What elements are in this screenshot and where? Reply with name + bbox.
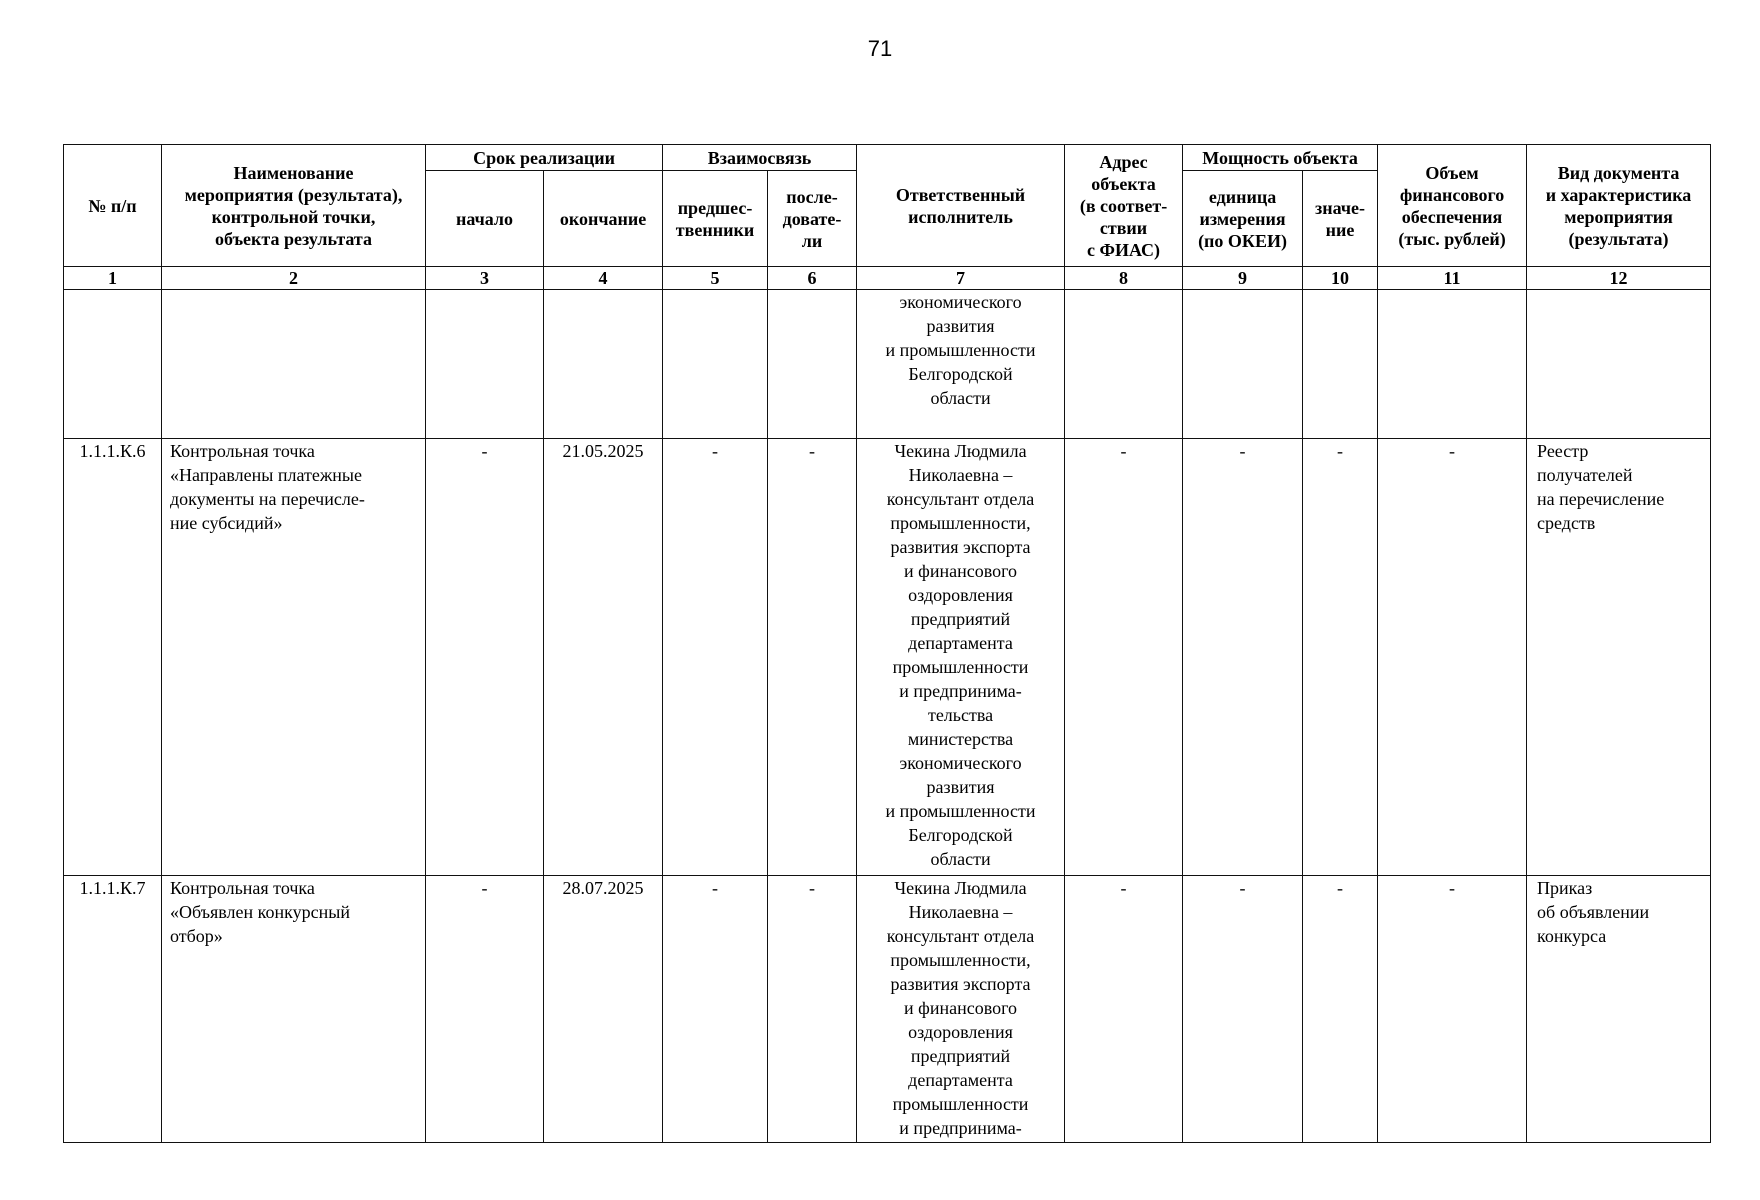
column-number: 5 <box>663 267 768 290</box>
cell-predecessors: - <box>663 439 768 876</box>
cell-end: 21.05.2025 <box>544 439 663 876</box>
header-period: Срок реализации <box>426 145 663 171</box>
cell-num <box>64 290 162 439</box>
header-address: Адрес объекта (в соответ- ствии с ФИАС) <box>1065 145 1183 267</box>
table-row <box>64 439 1711 876</box>
column-number: 4 <box>544 267 663 290</box>
column-number: 8 <box>1065 267 1183 290</box>
cell-value <box>1303 290 1378 439</box>
column-number: 2 <box>162 267 426 290</box>
cell-responsible: Чекина Людмила Николаевна – консультант отдела промышленности, развития экспорта и финансового оздоровления предприятий департамента промышленности и предпринима- <box>857 876 1065 1143</box>
column-number: 12 <box>1527 267 1711 290</box>
cell-value: - <box>1303 876 1378 1143</box>
column-number: 7 <box>857 267 1065 290</box>
cell-num: 1.1.1.К.6 <box>64 439 162 876</box>
table-row <box>64 876 1711 1143</box>
cell-unit <box>1183 290 1303 439</box>
header-predecessors: предшес- твенники <box>663 171 768 267</box>
cell-document: Реестр получателей на перечисление средств <box>1527 439 1711 876</box>
cell-num: 1.1.1.К.7 <box>64 876 162 1143</box>
column-number: 6 <box>768 267 857 290</box>
header-start: начало <box>426 171 544 267</box>
table-header <box>64 145 1711 290</box>
cell-value: - <box>1303 439 1378 876</box>
header-responsible: Ответственный исполнитель <box>857 145 1065 267</box>
cell-address: - <box>1065 876 1183 1143</box>
header-name: Наименование мероприятия (результата), контрольной точки, объекта результата <box>162 145 426 267</box>
cell-end <box>544 290 663 439</box>
column-number: 3 <box>426 267 544 290</box>
column-number: 11 <box>1378 267 1527 290</box>
cell-unit: - <box>1183 439 1303 876</box>
header-volume: Объем финансового обеспечения (тыс. рублей) <box>1378 145 1527 267</box>
cell-successors: - <box>768 439 857 876</box>
column-number: 1 <box>64 267 162 290</box>
header-unit: единица измерения (по ОКЕИ) <box>1183 171 1303 267</box>
cell-start <box>426 290 544 439</box>
column-numbers-row <box>64 267 1711 290</box>
cell-volume: - <box>1378 876 1527 1143</box>
plan-table <box>63 144 1711 1143</box>
cell-name: Контрольная точка «Объявлен конкурсный отбор» <box>162 876 426 1143</box>
header-capacity: Мощность объекта <box>1183 145 1378 171</box>
header-num: № п/п <box>64 145 162 267</box>
cell-start: - <box>426 439 544 876</box>
cell-name: Контрольная точка «Направлены платежные документы на перечисле- ние субсидий» <box>162 439 426 876</box>
cell-responsible: Чекина Людмила Николаевна – консультант отдела промышленности, развития экспорта и финансового оздоровления предприятий департамента промышленности и предпринима- тельства министерства экономического развития и промышленности Белгородской области <box>857 439 1065 876</box>
header-link: Взаимосвязь <box>663 145 857 171</box>
column-number: 10 <box>1303 267 1378 290</box>
cell-successors <box>768 290 857 439</box>
header-successors: после- довате- ли <box>768 171 857 267</box>
header-value: значе- ние <box>1303 171 1378 267</box>
cell-start: - <box>426 876 544 1143</box>
cell-predecessors: - <box>663 876 768 1143</box>
cell-end: 28.07.2025 <box>544 876 663 1143</box>
table-body <box>64 290 1711 1143</box>
cell-predecessors <box>663 290 768 439</box>
cell-name <box>162 290 426 439</box>
cell-address <box>1065 290 1183 439</box>
cell-responsible: экономического развития и промышленности Белгородской области <box>857 290 1065 439</box>
cell-document: Приказ об объявлении конкурса <box>1527 876 1711 1143</box>
header-document: Вид документа и характеристика мероприятия (результата) <box>1527 145 1711 267</box>
header-end: окончание <box>544 171 663 267</box>
cell-document <box>1527 290 1711 439</box>
page-number: 71 <box>867 36 893 61</box>
cell-address: - <box>1065 439 1183 876</box>
cell-volume: - <box>1378 439 1527 876</box>
column-number: 9 <box>1183 267 1303 290</box>
cell-successors: - <box>768 876 857 1143</box>
table-row <box>64 290 1711 439</box>
cell-unit: - <box>1183 876 1303 1143</box>
cell-volume <box>1378 290 1527 439</box>
